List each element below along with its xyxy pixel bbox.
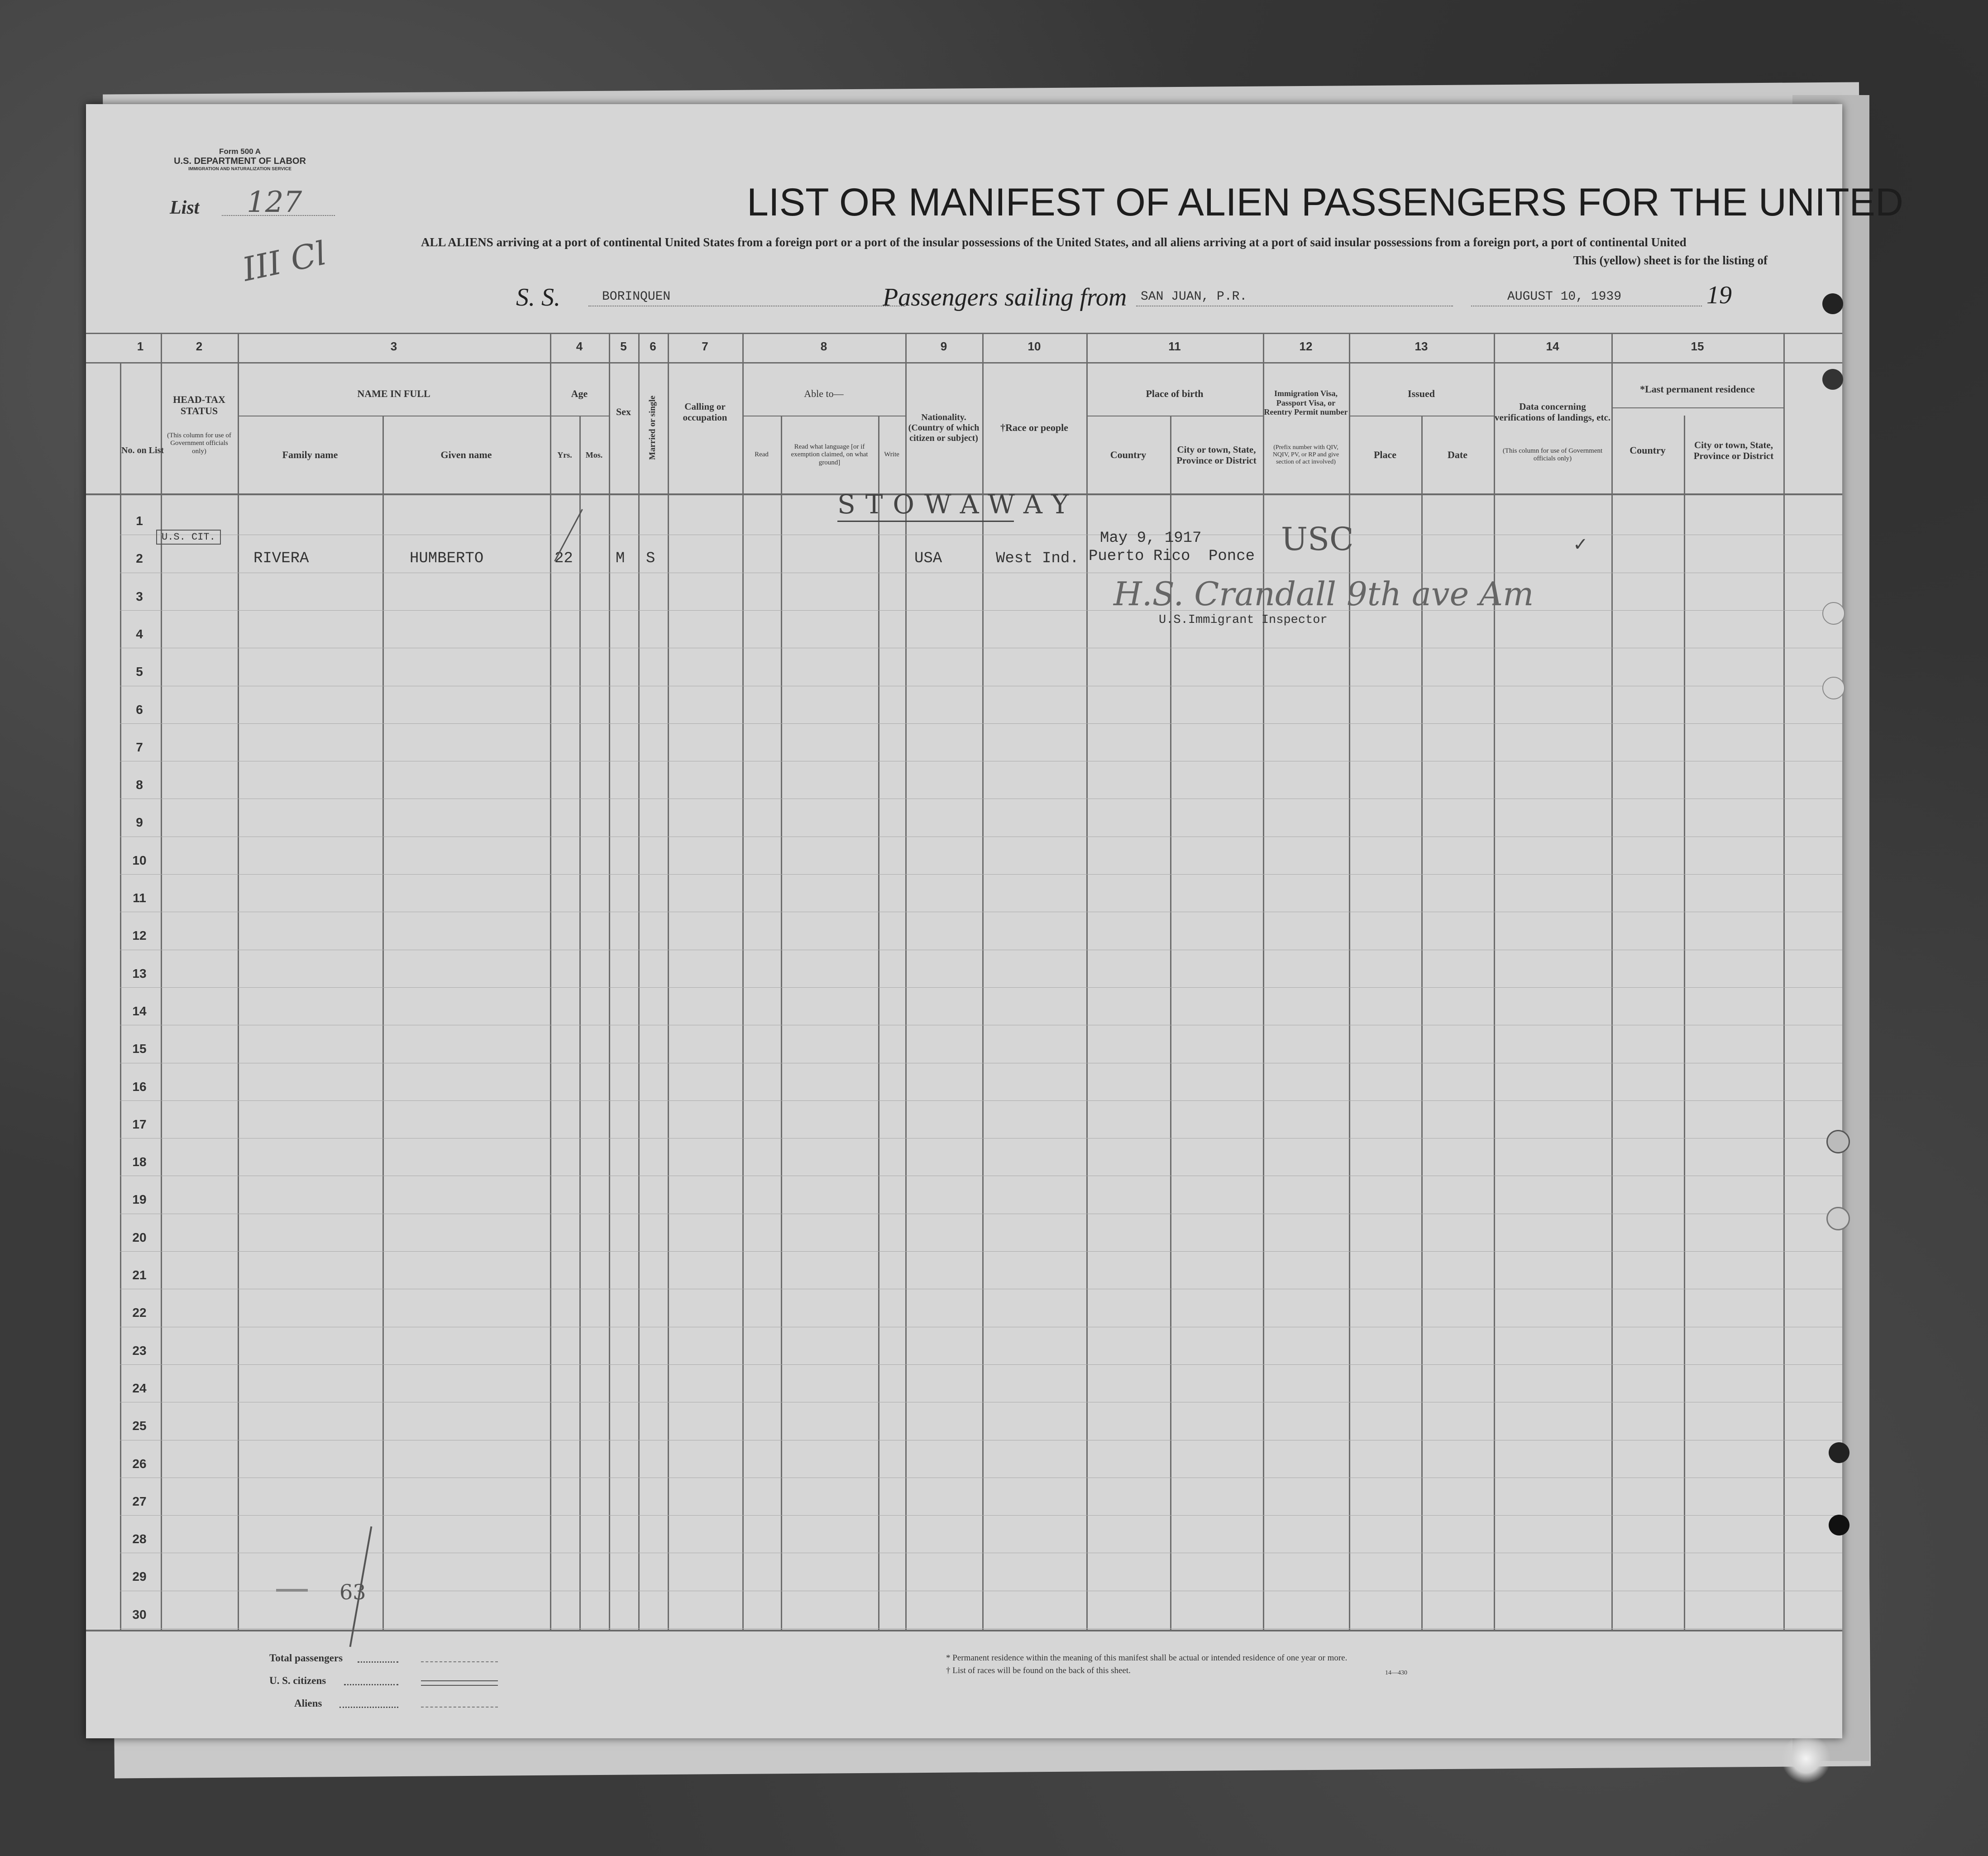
column-divider	[1611, 333, 1613, 1630]
header-last-residence: *Last permanent residence	[1640, 383, 1755, 395]
column-number: 6	[650, 340, 656, 353]
head-tax-stamp: U.S. CIT.	[156, 530, 221, 545]
footer-dots-2	[344, 1684, 398, 1685]
service: IMMIGRATION AND NATURALIZATION SERVICE	[188, 167, 292, 172]
table-top-rule	[86, 333, 1842, 334]
punch-hole	[1826, 1207, 1850, 1230]
header-verifications-note: (This column for use of Government officials only)	[1502, 447, 1603, 462]
manifest-sheet	[86, 104, 1904, 1738]
header-able-to: Able to—	[804, 388, 844, 400]
footer-note-1: * Permanent residence within the meaning of this manifest shall be actual or intended residence of one year or more.	[946, 1653, 1348, 1663]
header-age: Age	[571, 388, 588, 400]
row-number: 20	[132, 1230, 147, 1244]
header-married-or-single	[638, 367, 668, 489]
list-label: List	[170, 197, 200, 218]
stowaway-note: STOWAWAY	[837, 489, 1079, 520]
row-rule	[120, 1628, 1842, 1629]
punch-hole	[1829, 1515, 1849, 1536]
punch-hole	[1822, 602, 1845, 625]
column-divider	[1494, 333, 1495, 1630]
column-number: 13	[1415, 340, 1428, 353]
column-divider	[550, 333, 551, 1630]
row-rule	[120, 1515, 1842, 1516]
column-divider	[668, 333, 669, 1630]
ship-name: BORINQUEN	[602, 290, 671, 304]
entry-race: West Ind.	[996, 550, 1079, 567]
entry-given-name: HUMBERTO	[410, 550, 484, 567]
header-birth-country: Country	[1110, 449, 1147, 461]
header-verifications: Data concerning verifications of landings, etc.	[1494, 401, 1611, 423]
row-number: 1	[136, 514, 143, 528]
row-number: 12	[132, 928, 147, 942]
entry-family-name: RIVERA	[253, 550, 309, 567]
header-name-in-full: NAME IN FULL	[357, 388, 430, 400]
column-divider	[238, 333, 239, 1630]
port-name: SAN JUAN, P.R.	[1141, 290, 1247, 304]
column-number: 2	[196, 340, 203, 353]
header-residence-city: City or town, State, Province or District	[1693, 439, 1774, 461]
header-head-tax: HEAD-TAX STATUS	[173, 393, 225, 416]
header-family-name: Family name	[282, 449, 338, 461]
row-rule	[120, 1364, 1842, 1365]
row-number: 26	[132, 1457, 147, 1471]
header-mos: Mos.	[585, 450, 603, 459]
column-divider	[1684, 416, 1685, 1630]
row-number: 28	[132, 1532, 147, 1546]
header-issued-place: Place	[1373, 449, 1397, 461]
stowaway-underline	[837, 521, 1014, 522]
header-nationality: Nationality. (Country of which citizen or subject)	[908, 412, 980, 443]
row-number: 7	[136, 740, 143, 754]
row-number: 6	[136, 703, 143, 717]
form-number: Form 500 A	[219, 147, 261, 156]
footer-line-3	[421, 1707, 498, 1708]
column-number: 1	[137, 340, 144, 353]
column-number: 3	[390, 340, 397, 353]
table-bottom-rule	[86, 1630, 1842, 1631]
row-rule	[120, 1100, 1842, 1101]
class-mark: III Cl	[239, 234, 330, 289]
row-number: 9	[136, 815, 143, 829]
column-number: 8	[820, 340, 827, 353]
header-sex: Sex	[616, 406, 631, 418]
footer-code: 14—430	[1385, 1669, 1407, 1676]
footer-line-2a	[421, 1680, 498, 1681]
row-rule	[120, 874, 1842, 875]
punch-hole	[1822, 293, 1843, 314]
column-divider	[905, 333, 907, 1630]
entry-birth-country: Puerto Rico	[1089, 548, 1190, 565]
column-number: 5	[620, 340, 627, 353]
column-number: 12	[1299, 340, 1313, 353]
row-number: 15	[132, 1042, 147, 1056]
row-rule	[120, 1251, 1842, 1252]
bottom-smudge	[276, 1589, 308, 1592]
column-divider	[609, 333, 610, 1630]
department: U.S. DEPARTMENT OF LABOR	[174, 156, 306, 166]
visa-mark: USC	[1281, 521, 1354, 558]
header-married-text: Married or single	[648, 395, 658, 460]
inspector-title: U.S.Immigrant Inspector	[1159, 613, 1328, 627]
header-calling: Calling or occupation	[683, 401, 727, 423]
entry-sex: M	[616, 550, 625, 567]
row-number: 29	[132, 1569, 147, 1583]
footer-us-citizens: U. S. citizens	[269, 1675, 326, 1686]
row-rule	[120, 987, 1842, 988]
footer-line-2b	[421, 1685, 498, 1686]
header-head-tax-note: (This column for use of Government officials only)	[167, 432, 231, 455]
column-number: 7	[702, 340, 708, 353]
column-divider	[878, 416, 879, 1630]
row-number: 13	[132, 966, 147, 981]
row-number: 4	[136, 627, 143, 641]
punch-hole	[1829, 1442, 1849, 1463]
column-number: 10	[1027, 340, 1041, 353]
row-rule	[120, 723, 1842, 724]
header-issued: Issued	[1408, 388, 1435, 400]
column-divider	[1263, 333, 1264, 1630]
column-number: 9	[940, 340, 947, 353]
row-number: 14	[132, 1004, 147, 1018]
bottom-mark: 63	[339, 1580, 366, 1604]
subtitle-line-1: ALL ALIENS arriving at a port of continental United States from a foreign port or a port of the insular possessions of the United States, and all aliens arriving at a port of said insular possessions from a foreign port, a port of continental United	[421, 235, 1687, 249]
entry-birth-city: Ponce	[1209, 548, 1255, 565]
column-divider	[742, 333, 744, 1630]
inspector-signature: H.S. Crandall 9th ave Am	[1113, 575, 1534, 613]
footer-dots-1	[358, 1661, 398, 1663]
row-number: 19	[132, 1192, 147, 1206]
ss-label: S. S.	[516, 283, 560, 311]
residence-subrule	[1611, 407, 1783, 408]
colnum-rule	[86, 362, 1842, 364]
row-number: 27	[132, 1494, 147, 1508]
entry-married: S	[646, 550, 655, 567]
footer-total-passengers: Total passengers	[269, 1652, 343, 1664]
entry-nationality: USA	[914, 550, 942, 567]
header-write: Write	[884, 451, 899, 459]
sailing-label: Passengers sailing from	[883, 283, 1127, 311]
verification-checkmark: ✓	[1573, 534, 1588, 555]
row-number: 17	[132, 1117, 147, 1131]
row-number: 8	[136, 778, 143, 792]
column-divider	[781, 416, 782, 1630]
header-birth-city: City or town, State, Province or District	[1176, 444, 1257, 466]
row-number: 3	[136, 589, 143, 603]
header-issued-date: Date	[1448, 449, 1467, 461]
row-number: 16	[132, 1080, 147, 1094]
header-read: Read	[755, 451, 769, 459]
sailing-date: AUGUST 10, 1939	[1507, 290, 1622, 304]
footer-line-1	[421, 1661, 498, 1662]
row-number: 11	[133, 891, 146, 905]
punch-hole	[1822, 369, 1843, 390]
row-number: 18	[132, 1155, 147, 1169]
footer-dots-3	[339, 1707, 398, 1708]
column-divider	[579, 416, 581, 1630]
column-divider	[382, 416, 384, 1630]
row-number: 23	[132, 1344, 147, 1358]
footer-aliens: Aliens	[294, 1698, 322, 1709]
header-race: †Race or people	[1000, 422, 1068, 434]
header-place-of-birth: Place of birth	[1146, 388, 1204, 400]
entry-age-yrs: 22	[554, 550, 573, 567]
row-number: 5	[136, 665, 143, 679]
entry-birth-date: May 9, 1917	[1100, 530, 1202, 547]
header-visa-note: (Prefix number with QIV, NQIV, PV, or RP and give section of act involved)	[1272, 444, 1339, 466]
column-divider	[1086, 333, 1088, 1630]
punch-hole	[1826, 1130, 1850, 1153]
column-divider	[1783, 333, 1785, 1630]
column-divider	[161, 333, 162, 1630]
list-number: 127	[247, 186, 302, 219]
year-prefix: 19	[1706, 281, 1732, 309]
row-rule	[120, 610, 1842, 611]
row-number: 10	[132, 853, 147, 867]
glare-spot	[1781, 1734, 1831, 1784]
footer-note-2: † List of races will be found on the back of this sheet.	[946, 1666, 1131, 1675]
column-number: 4	[576, 340, 583, 353]
header-given-name: Given name	[440, 449, 492, 461]
subtitle-line-2: This (yellow) sheet is for the listing of	[1573, 254, 1768, 267]
row-number: 30	[132, 1607, 147, 1622]
row-number: 21	[132, 1268, 147, 1282]
header-residence-country: Country	[1630, 445, 1666, 456]
row-number: 24	[132, 1381, 147, 1395]
row-number: 22	[132, 1306, 147, 1320]
row-number: 25	[132, 1419, 147, 1433]
header-no-on-list: No. on List	[121, 445, 164, 455]
column-number: 15	[1691, 340, 1704, 353]
header-visa: Immigration Visa, Passport Visa, or Reentry Permit number	[1264, 388, 1348, 417]
header-read-language: Read what language [or if exemption claimed, on what ground]	[791, 443, 868, 466]
column-number: 11	[1168, 340, 1181, 353]
column-divider	[982, 333, 984, 1630]
header-yrs: Yrs.	[557, 450, 572, 459]
row-number: 2	[136, 551, 143, 565]
column-divider	[638, 333, 640, 1630]
column-number: 14	[1546, 340, 1559, 353]
punch-hole	[1822, 677, 1845, 699]
manifest-title: LIST OR MANIFEST OF ALIEN PASSENGERS FOR THE UNITED	[747, 181, 1904, 224]
